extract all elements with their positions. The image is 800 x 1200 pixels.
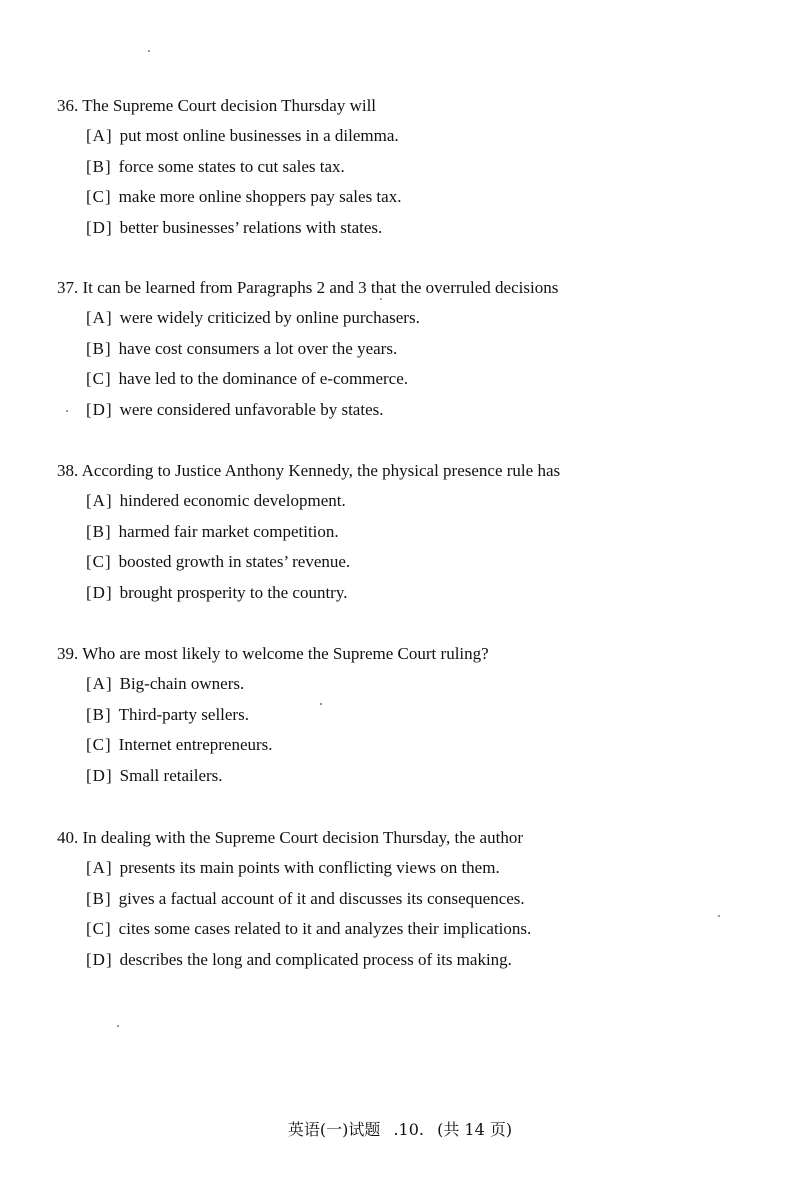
question-number: 37. (57, 278, 79, 297)
question-number: 38. (57, 461, 79, 480)
option-letter: [C] (86, 552, 112, 572)
option-letter: [B] (86, 888, 112, 908)
option-a (86, 673, 757, 695)
scan-speck (320, 703, 322, 705)
option-text: were widely criticized by online purchasers. (119, 308, 420, 327)
scan-speck (718, 915, 720, 917)
option-b (86, 704, 757, 726)
question-text: In dealing with the Supreme Court decision Thursday, the author (82, 828, 523, 847)
option-b (86, 338, 757, 360)
question-text: Who are most likely to welcome the Supreme Court ruling? (82, 644, 489, 663)
option-text: gives a factual account of it and discusses its consequences. (118, 888, 525, 908)
option-d (86, 765, 757, 787)
option-letter: [D] (86, 949, 113, 969)
question-stem (57, 827, 757, 849)
option-b (86, 156, 757, 178)
option-a (86, 857, 757, 879)
question-38 (57, 460, 757, 612)
option-letter: [D] (86, 582, 113, 602)
option-text: hindered economic development. (119, 491, 346, 510)
option-text: make more online shoppers pay sales tax. (118, 187, 402, 207)
question-stem (57, 643, 757, 665)
option-text: cites some cases related to it and analyzes their implications. (118, 919, 532, 939)
option-letter: [B] (86, 521, 112, 541)
footer-page-number: .10. (393, 1120, 424, 1139)
question-number: 36. (57, 96, 79, 115)
option-text: describes the long and complicated process of its making. (119, 949, 512, 969)
question-36 (57, 95, 757, 247)
question-text: The Supreme Court decision Thursday will (82, 96, 377, 115)
option-letter: [A] (86, 491, 113, 510)
option-text: Big-chain owners. (119, 674, 245, 693)
question-text: It can be learned from Paragraphs 2 and 3 that the overruled decisions (82, 278, 559, 297)
option-list (57, 307, 757, 421)
question-number: 39. (57, 644, 79, 663)
scan-speck (117, 1025, 119, 1027)
option-letter: [D] (86, 399, 113, 419)
option-text: Third-party sellers. (118, 704, 249, 724)
option-d (86, 217, 757, 239)
option-a (86, 307, 757, 329)
option-text: were considered unfavorable by states. (119, 399, 384, 419)
option-list (57, 125, 757, 239)
question-37 (57, 277, 757, 429)
option-d (86, 582, 757, 604)
option-text: Small retailers. (119, 765, 223, 785)
option-letter: [B] (86, 156, 112, 176)
option-d (86, 949, 757, 971)
scan-speck (66, 410, 68, 412)
option-list (57, 857, 757, 971)
option-a (86, 490, 757, 512)
option-letter: [D] (86, 217, 113, 237)
option-letter: [B] (86, 338, 112, 358)
option-text: have cost consumers a lot over the years. (118, 338, 398, 358)
option-text: brought prosperity to the country. (119, 582, 348, 602)
footer-total-pages: (共 14 页) (437, 1120, 513, 1139)
option-letter: [C] (86, 369, 112, 389)
option-letter: [A] (86, 858, 113, 877)
option-a (86, 125, 757, 147)
option-c (86, 551, 757, 573)
question-39 (57, 643, 757, 795)
option-list (57, 490, 757, 604)
option-letter: [B] (86, 704, 112, 724)
option-b (86, 888, 757, 910)
option-letter: [A] (86, 308, 113, 327)
question-stem (57, 95, 757, 117)
option-c (86, 186, 757, 208)
question-number: 40. (57, 828, 79, 847)
option-text: better businesses’ relations with states. (119, 217, 383, 237)
option-b (86, 521, 757, 543)
question-stem (57, 460, 757, 482)
option-letter: [A] (86, 126, 113, 145)
footer-subject: 英语(一)试题 (287, 1120, 381, 1139)
option-list (57, 673, 757, 787)
option-letter: [C] (86, 919, 112, 939)
option-letter: [C] (86, 735, 112, 755)
page-footer (0, 1120, 800, 1140)
option-c (86, 918, 757, 940)
option-text: put most online businesses in a dilemma. (119, 126, 399, 145)
option-text: have led to the dominance of e-commerce. (118, 369, 409, 389)
scan-speck (148, 50, 150, 52)
option-text: harmed fair market competition. (118, 521, 339, 541)
option-text: presents its main points with conflicting views on them. (119, 858, 500, 877)
option-letter: [A] (86, 674, 113, 693)
option-text: boosted growth in states’ revenue. (118, 552, 351, 572)
option-d (86, 399, 757, 421)
option-c (86, 734, 757, 756)
option-text: Internet entrepreneurs. (118, 735, 273, 755)
option-letter: [D] (86, 765, 113, 785)
option-c (86, 368, 757, 390)
question-40 (57, 827, 757, 979)
option-letter: [C] (86, 187, 112, 207)
question-stem (57, 277, 757, 299)
scan-speck (380, 298, 382, 300)
option-text: force some states to cut sales tax. (118, 156, 345, 176)
question-text: According to Justice Anthony Kennedy, the physical presence rule has (81, 461, 561, 480)
